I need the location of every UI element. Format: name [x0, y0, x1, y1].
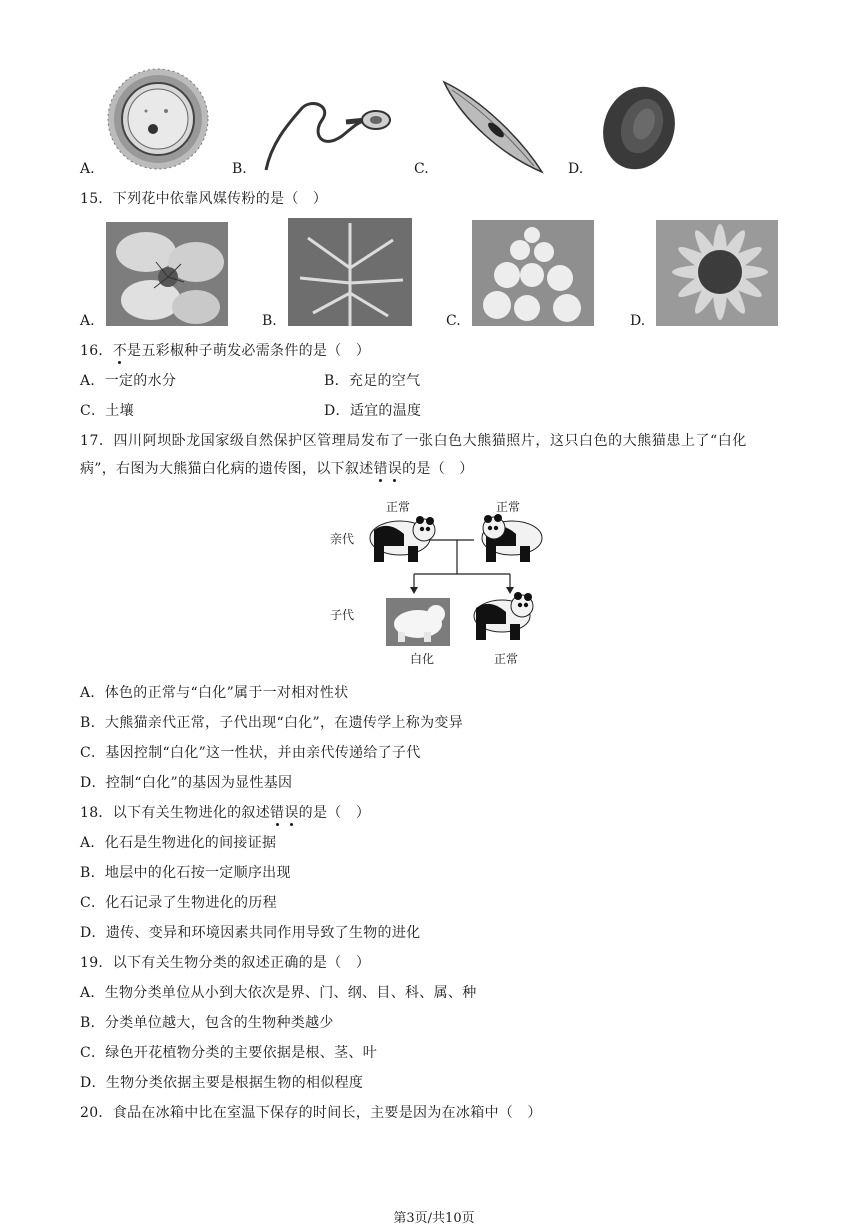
q14-option-d-label: D. [568, 161, 584, 177]
q17-option-c: C．基因控制“白化”这一性状，并由亲代传递给了子代 [80, 745, 421, 761]
q18-option-c: C．化石记录了生物进化的历程 [80, 895, 277, 911]
rapeseed-flower-photo [472, 220, 594, 326]
generation-label-parent: 亲代 [330, 532, 355, 546]
smooth-muscle-cell-icon [442, 80, 544, 174]
q19-option-d: D．生物分类依据主要是根据生物的相似程度 [80, 1075, 364, 1091]
q18-stem: 18．以下有关生物进化的叙述错误的是（ ） [80, 805, 371, 821]
q19-stem: 19．以下有关生物分类的叙述正确的是（ ） [80, 955, 371, 971]
q15-option-b-label: B. [262, 313, 277, 329]
q14-option-c-label: C. [414, 161, 429, 177]
q15-stem: 15．下列花中依靠风媒传粉的是（ ） [80, 191, 328, 207]
q17-stem-line2: 病”，右图为大熊猫白化病的遗传图，以下叙述错误的是（ ） [80, 461, 474, 477]
red-blood-cell-icon [600, 84, 678, 172]
phenotype-label: 正常 [386, 500, 411, 514]
q16-option-c: C．土壤 [80, 403, 134, 419]
albinism-pedigree-diagram [320, 494, 560, 670]
q17-option-d: D．控制“白化”的基因为显性基因 [80, 775, 293, 791]
generation-label-child: 子代 [330, 608, 355, 622]
q16-option-a: A．一定的水分 [80, 373, 177, 389]
q15-option-a-label: A. [80, 313, 95, 329]
q14-option-b-label: B. [232, 161, 247, 177]
q17-option-a: A．体色的正常与“白化”属于一对相对性状 [80, 685, 349, 701]
phenotype-label: 正常 [496, 500, 521, 514]
q17-option-b: B．大熊猫亲代正常，子代出现“白化”，在遗传学上称为变异 [80, 715, 464, 731]
phenotype-label: 白化 [410, 652, 435, 666]
peach-blossom-photo [106, 222, 228, 326]
panda-parent-right [482, 514, 542, 562]
q20-stem: 20．食品在冰箱中比在室温下保存的时间长，主要是因为在冰箱中（ ） [80, 1105, 542, 1121]
q19-option-c: C．绿色开花植物分类的主要依据是根、茎、叶 [80, 1045, 378, 1061]
q16-option-d: D．适宜的温度 [324, 403, 422, 419]
q19-option-a: A．生物分类单位从小到大依次是界、门、纲、目、科、属、种 [80, 985, 477, 1001]
q18-option-b: B．地层中的化石按一定顺序出现 [80, 865, 291, 881]
phenotype-label: 正常 [494, 652, 519, 666]
sunflower-photo [656, 220, 778, 326]
page-number: 第3页/共10页 [393, 1211, 475, 1226]
q16-stem: 16．不是五彩椒种子萌发必需条件的是（ ） [80, 343, 371, 359]
corn-tassel-photo [288, 218, 412, 326]
panda-parent-left [370, 516, 435, 562]
q19-option-b: B．分类单位越大，包含的生物种类越少 [80, 1015, 334, 1031]
egg-cell-icon [106, 66, 210, 172]
q15-option-c-label: C. [446, 313, 461, 329]
q15-option-d-label: D. [630, 313, 646, 329]
panda-child-normal [474, 592, 533, 640]
q17-stem-line1: 17．四川阿坝卧龙国家级自然保护区管理局发布了一张白色大熊猫照片，这只白色的大熊猫患上了“白化 [80, 433, 747, 449]
q14-option-a-label: A. [80, 161, 95, 177]
q18-option-a: A．化石是生物进化的间接证据 [80, 835, 277, 851]
q16-option-b: B．充足的空气 [324, 373, 421, 389]
sperm-cell-icon [262, 100, 394, 172]
emphasis-dot: 不 [112, 343, 128, 359]
panda-child-albino [386, 598, 450, 646]
q18-option-d: D．遗传、变异和环境因素共同作用导致了生物的进化 [80, 925, 421, 941]
